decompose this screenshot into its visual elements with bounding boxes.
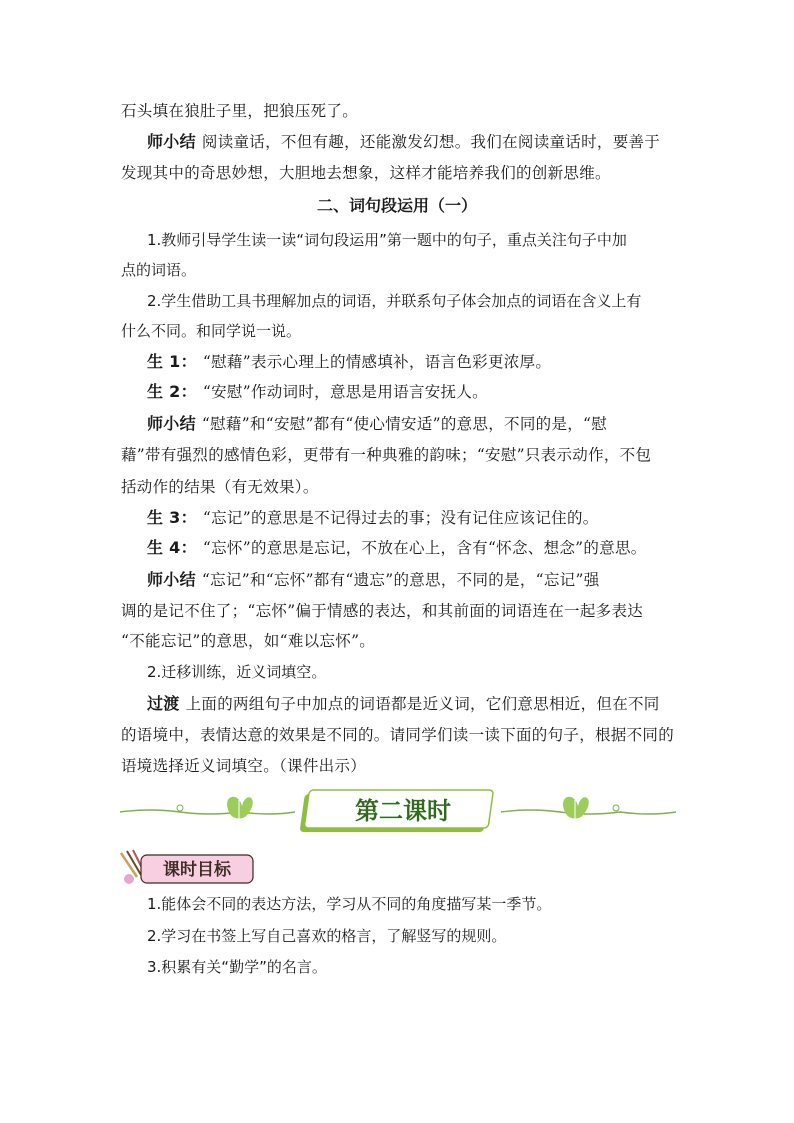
student-answer-4 [147, 537, 647, 559]
body-text-line: “慰藉”和“安慰”都有“使心情安适”的意思，不同的是，“慰 [201, 415, 608, 433]
body-text-line: 语境选择近义词填空。（课件出示） [121, 757, 367, 775]
leaf-icon [563, 797, 589, 820]
body-text-line: “忘记”和“忘怀”都有“遗忘”的意思，不同的是，“忘记”强 [201, 571, 600, 589]
goal-item: 3.积累有关“勤学”的名言。 [147, 958, 327, 976]
answer-text: “安慰”作动词时，意思是用语言安抚人。 [202, 383, 488, 401]
body-text-line: 藉”带有强烈的感情色彩，更带有一种典雅的韵味；“安慰”只表示动作，不包 [121, 446, 652, 464]
answer-text: “慰藉”表示心理上的情感填补，语言色彩更浓厚。 [202, 353, 552, 371]
student-answer-2 [147, 381, 488, 403]
teacher-summary-label: 师小结 [147, 132, 196, 151]
goal-item: 2.学习在书签上写自己喜欢的格言，了解竖写的规则。 [147, 927, 507, 945]
student-label: 生 2： [147, 382, 197, 401]
leaf-icon [227, 797, 253, 820]
lesson-banner-divider [120, 786, 676, 838]
teacher-summary-label: 师小结 [147, 414, 196, 433]
section-heading: 二、词句段运用（一） [316, 196, 477, 215]
student-answer-3 [147, 507, 599, 529]
teacher-summary-3 [147, 569, 600, 591]
transition-paragraph [147, 693, 660, 715]
body-text-line: 石头填在狼肚子里，把狼压死了。 [121, 102, 359, 120]
lesson-goals-badge [115, 847, 260, 889]
answer-text: “忘怀”的意思是忘记，不放在心上，含有“怀念、想念”的意思。 [202, 539, 647, 557]
transfer-training: 2.迁移训练，近义词填空。 [147, 663, 327, 681]
teacher-summary-label: 师小结 [147, 570, 196, 589]
student-answer-1 [147, 351, 551, 373]
lesson-title: 第二课时 [355, 796, 451, 825]
instruction-item-2-cont: 什么不同。和同学说一说。 [121, 322, 302, 340]
goal-item: 1.能体会不同的表达方法，学习从不同的角度描写某一季节。 [147, 895, 552, 913]
teacher-summary-2 [147, 413, 607, 435]
body-text-line: “不能忘记”的意思，如“难以忘怀”。 [121, 632, 376, 650]
transition-label: 过渡 [147, 694, 180, 713]
answer-text: “忘记”的意思是不记得过去的事；没有记住应该记住的。 [202, 509, 599, 527]
body-text-line: 括动作的结果（有无效果）。 [121, 478, 319, 496]
body-text-line: 上面的两组句子中加点的词语都是近义词，它们意思相近，但在不同 [185, 695, 660, 713]
badge-label: 课时目标 [163, 860, 231, 880]
student-label: 生 1： [147, 352, 197, 371]
instruction-item-2: 2.学生借助工具书理解加点的词语，并联系句子体会加点的词语在含义上有 [147, 292, 642, 310]
body-text-line: 调的是记不住了；“忘怀”偏于情感的表达，和其前面的词语连在一起多表达 [121, 602, 644, 620]
body-text-line: 的语境中，表情达意的效果是不同的。请同学们读一读下面的句子，根据不同的 [121, 726, 675, 744]
body-text-line: 发现其中的奇思妙想，大胆地去想象，这样才能培养我们的创新思维。 [121, 164, 611, 182]
body-text-line: 阅读童话，不但有趣，还能激发幻想。我们在阅读童话时，要善于 [201, 133, 661, 151]
teacher-summary-1 [147, 131, 660, 153]
student-label: 生 3： [147, 508, 197, 527]
instruction-item-1: 1.教师引导学生读一读“词句段运用”第一题中的句子，重点关注句子中加 [147, 231, 627, 249]
student-label: 生 4： [147, 538, 197, 557]
instruction-item-1-cont: 点的词语。 [121, 261, 197, 279]
